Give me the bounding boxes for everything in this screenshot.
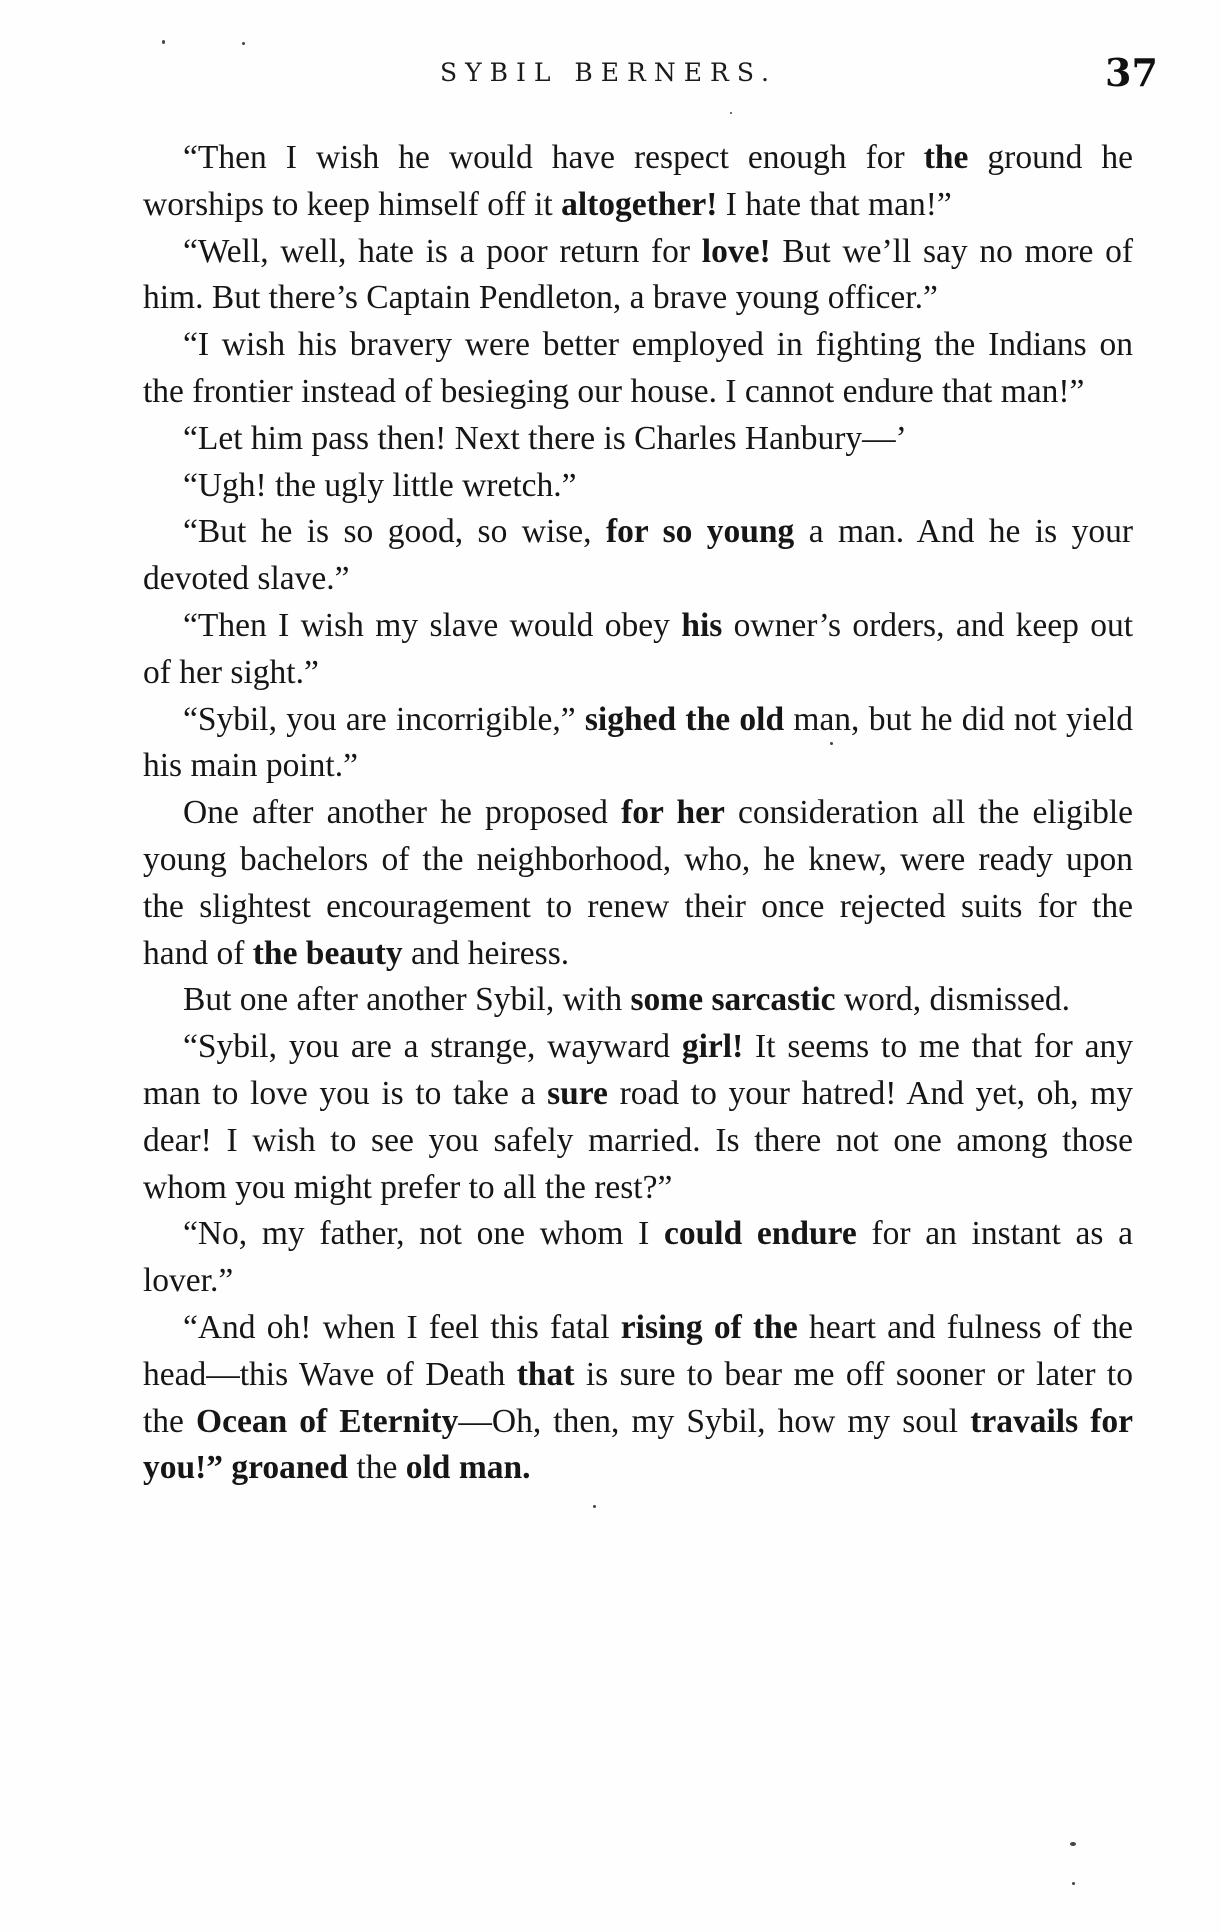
bold-text-run: some sarcastic: [630, 981, 836, 1019]
text-run: is sure to bear me off sooner or later to the: [143, 1355, 1133, 1440]
ink-speck: [1072, 1882, 1075, 1885]
text-run: consideration all the eligible young bachelors of the neighborhood, who, he knew, were ready upon the slightest encouragement to renew their once rejected suits for the hand of: [143, 794, 1133, 972]
text-run: “Sybil, you are a strange, wayward: [183, 1028, 682, 1066]
text-run: owner’s orders, and keep out of her sight.”: [143, 606, 1134, 691]
ink-speck: [1070, 1842, 1076, 1846]
text-run: “Well, well, hate is a poor return for: [183, 232, 702, 270]
text-run: —Oh, then, my Sybil, how my soul: [458, 1402, 971, 1440]
paragraph: [143, 603, 1133, 697]
paragraph: [143, 416, 1133, 463]
bold-text-run: that: [516, 1355, 575, 1393]
ink-speck: [730, 112, 732, 114]
text-run: “Then I wish he would have respect enough for: [183, 139, 924, 176]
bold-text-run: girl!: [681, 1028, 744, 1066]
paragraph: [143, 1305, 1133, 1492]
paragraph: [143, 509, 1133, 603]
paragraph: [143, 697, 1133, 791]
body-text: [143, 135, 1133, 1492]
text-run: One after another he proposed: [183, 794, 622, 832]
bold-text-run: for so young: [605, 513, 795, 551]
running-title: SYBIL BERNERS.: [440, 58, 777, 87]
text-run: “But he is so good, so wise,: [183, 513, 606, 551]
paragraph: [143, 229, 1133, 323]
bold-text-run: could endure: [664, 1215, 857, 1253]
text-run: man, but he did not yield his main point.”: [143, 700, 1133, 785]
paragraph: [143, 322, 1133, 416]
bold-text-run: altogether!: [561, 185, 718, 223]
bold-text-run: his: [681, 606, 723, 644]
text-run: “Let him pass then! Next there is Charles Hanbury—’: [183, 419, 907, 457]
text-run: “Ugh! the ugly little wretch.”: [183, 466, 577, 504]
text-run: “No, my father, not one whom I: [183, 1215, 665, 1253]
paragraph: [143, 977, 1133, 1024]
bold-text-run: travails for you!” groaned: [143, 1402, 1133, 1487]
text-run: “Then I wish my slave would obey: [183, 606, 682, 644]
text-run: and heiress.: [402, 934, 570, 972]
paragraph: [143, 463, 1133, 510]
text-run: a man. And he is your devoted slave.”: [143, 513, 1133, 598]
text-run: the: [348, 1449, 406, 1487]
text-run: “Sybil, you are incorrigible,”: [183, 700, 585, 738]
text-run: road to your hatred! And yet, oh, my dear! I wish to see you safely married. Is there not one among those whom you might prefer to all the rest?”: [143, 1074, 1133, 1206]
ink-speck: [593, 1505, 596, 1508]
paragraph: [143, 135, 1133, 229]
bold-text-run: the: [923, 139, 969, 176]
ink-speck: [242, 42, 245, 45]
page-header: [0, 50, 1221, 98]
text-run: word, dismissed.: [835, 981, 1070, 1019]
text-run: ground he worships to keep himself off it: [143, 139, 1133, 223]
ink-speck: [162, 40, 165, 44]
bold-text-run: for her: [621, 794, 725, 832]
text-run: But we’ll say no more of him. But there’s Captain Pendleton, a brave young officer.”: [143, 232, 1133, 317]
paragraph: [143, 1024, 1133, 1211]
bold-text-run: the beauty: [252, 934, 403, 972]
bold-text-run: love!: [701, 232, 771, 270]
text-run: “And oh! when I feel this fatal: [183, 1308, 621, 1346]
bold-text-run: Ocean of Eternity: [196, 1402, 459, 1440]
text-run: I hate that man!”: [717, 185, 952, 223]
page-number: 37: [1105, 50, 1158, 95]
text-run: It seems to me that for any man to love you is to take a: [143, 1028, 1133, 1112]
text-run: heart and fulness of the head—this Wave of Death: [143, 1308, 1133, 1393]
paragraph: [143, 790, 1133, 977]
ink-speck: [830, 742, 833, 745]
text-run: “I wish his bravery were better employed in fighting the Indians on the frontier instead of besieging our house. I cannot endure that man!”: [143, 326, 1133, 410]
bold-text-run: sighed the old: [584, 700, 785, 738]
text-run: But one after another Sybil, with: [183, 981, 631, 1019]
paragraph: [143, 1211, 1133, 1305]
text-run: for an instant as a lover.”: [143, 1215, 1133, 1300]
bold-text-run: sure: [547, 1074, 608, 1112]
bold-text-run: old man.: [405, 1449, 531, 1487]
bold-text-run: rising of the: [620, 1308, 798, 1346]
